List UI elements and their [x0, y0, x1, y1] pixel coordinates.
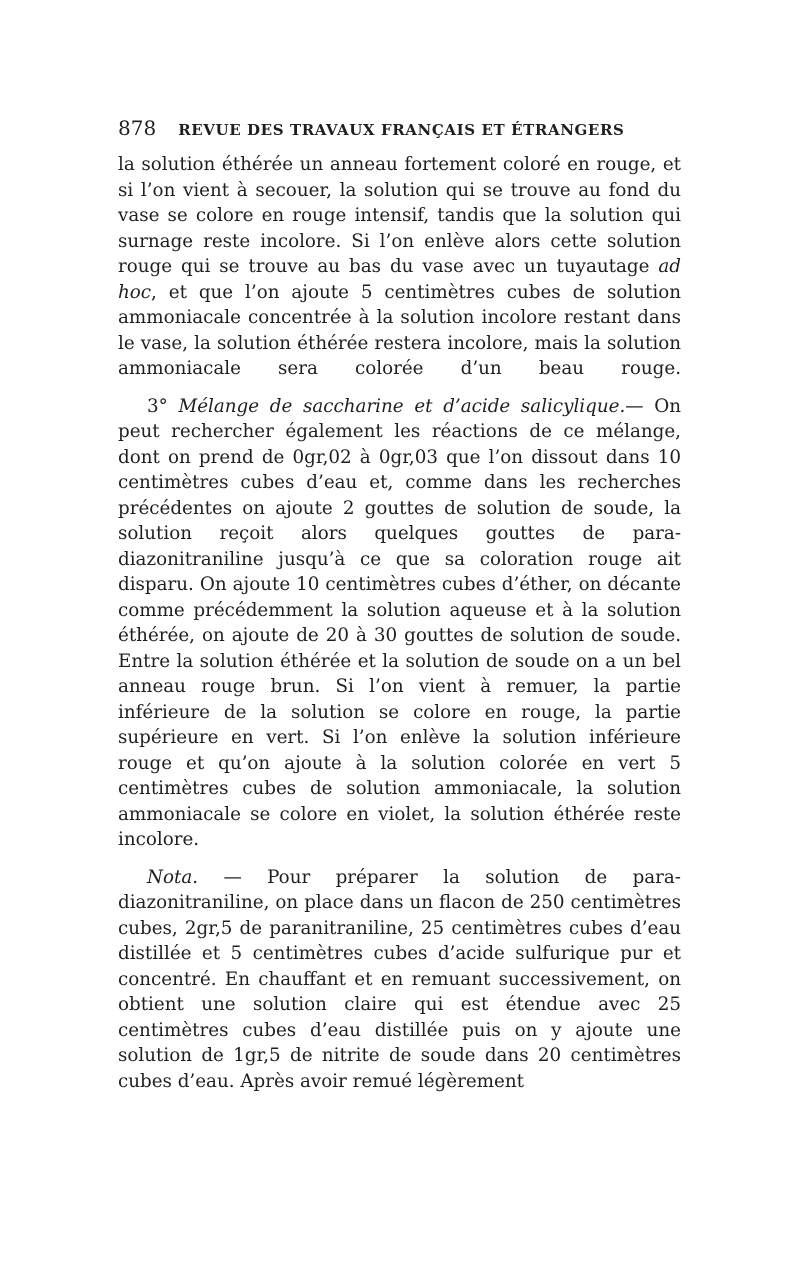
running-header	[118, 116, 688, 142]
nota-label: Nota.	[147, 866, 199, 888]
running-title: REVUE DES TRAVAUX FRANÇAIS ET ÉTRANGERS	[178, 121, 625, 139]
body-text	[118, 152, 681, 1094]
paragraph-1-text-a: la solution éthérée un anneau fortement coloré en rouge, et si l’on vient à secouer, la solution qui se trouve au fond du vase se colore en rouge intensif, tandis que la solution qui surnage reste incolore. Si l’on enlève alors cette solution rouge qui se trouve au bas du vase avec un tuyautage	[118, 154, 681, 277]
page-number: 878	[118, 116, 157, 140]
paragraph-3-text: — Pour préparer la solution de para-diazonitraniline, on place dans un flacon de 250 centimètres cubes, 2gr,5 de paranitraniline, 25 centimètres cubes d’eau distillée et 5 centimètres cubes d’acide sulfurique pur et concentré. En chauffant et en remuant successivement, on obtient une solution claire qui est étendue avec 25 centimètres cubes d’eau distillée puis on y ajoute une solution de 1gr,5 de nitrite de soude dans 20 centimètres cubes d’eau. Après avoir remué légèrement	[118, 866, 681, 1092]
paragraph-2-text: — On peut rechercher également les réactions de ce mélange, dont on prend de 0gr,02 à 0gr,03 que l’on dissout dans 10 centimètres cubes d’eau et, comme dans les recherches précédentes on ajoute 2 gouttes de solution de soude, la solution reçoit alors quelques gouttes de para-diazonitraniline jusqu’à ce que sa coloration rouge ait disparu. On ajoute 10 centimètres cubes d’éther, on décante comme précédemment la solution aqueuse et à la solution éthérée, on ajoute de 20 à 30 gouttes de solution de soude. Entre la solution éthérée et la solution de soude on a un bel anneau rouge brun. Si l’on vient à remuer, la partie inférieure de la solution se colore en rouge, la partie supérieure en vert. Si l’on enlève la solution inférieure rouge et qu’on ajoute à la solution colorée en vert 5 centimètres cubes de solution ammoniacale, la solution ammoniacale se colore en violet, la solution éthérée reste incolore.	[118, 395, 682, 850]
paragraph-1	[118, 152, 681, 382]
paragraph-1-text-b: , et que l’on ajoute 5 centimètres cubes de solution ammoniacale concentrée à la solution incolore restant dans le vase, la solution éthérée restera incolore, mais la solution ammoniacale sera colorée d’un beau rouge.	[118, 281, 681, 379]
paragraph-2	[118, 394, 681, 853]
latin-phrase: ad hoc	[118, 256, 681, 303]
section-number: 3°	[147, 395, 168, 417]
paragraph-3	[118, 865, 681, 1095]
section-heading: Mélange de saccharine et d’acide salicylique.	[178, 395, 626, 417]
